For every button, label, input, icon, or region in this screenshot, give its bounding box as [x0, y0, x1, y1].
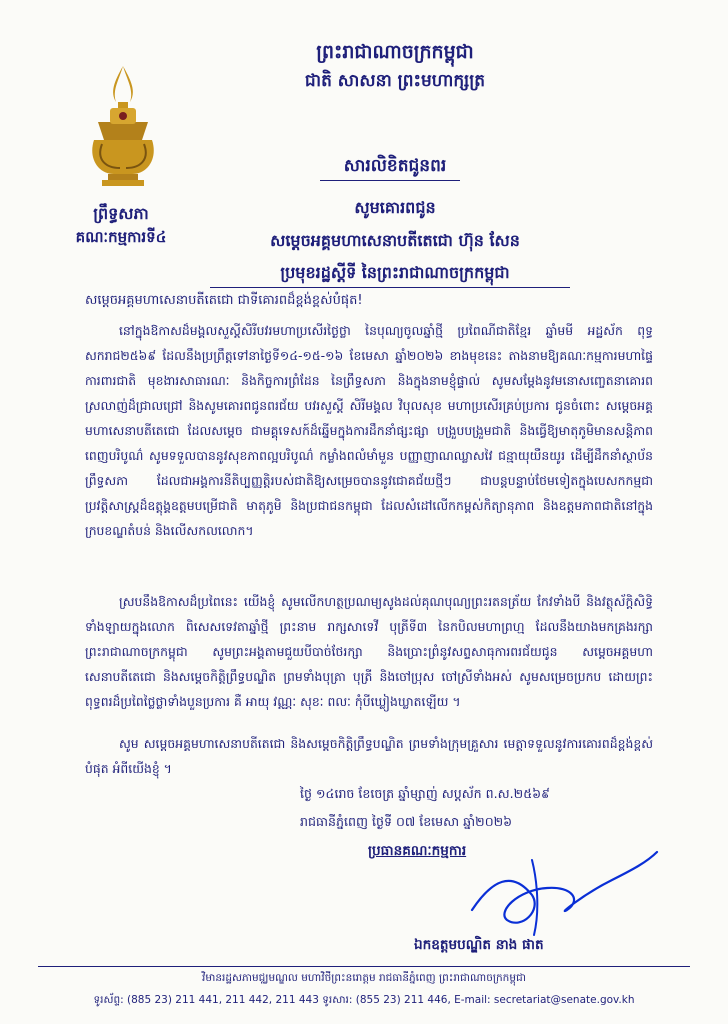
solar-date: រាជធានីភ្នំពេញ ថ្ងៃទី ០៧ ខែមេសា ឆ្នាំ២០២៦	[300, 814, 513, 829]
recipient-name: សម្តេចអគ្គមហាសេនាបតីតេជោ ហ៊ុន សែន	[270, 231, 520, 250]
body-paragraph-3: សូម សម្តេចអគ្គមហាសេនាបតីតេជោ និងសម្តេចកិត្តិព្រឹទ្ធបណ្ឌិត ព្រមទាំងក្រុមគ្រួសារ មេត្តាទទួលនូវការគោរពដ៏ខ្ពង់ខ្ពស់បំផុត អំពីយើងខ្ញុំ ។	[85, 736, 653, 776]
kingdom-heading: ព្រះរាជាណាចក្រកម្ពុជា	[316, 41, 474, 63]
salutation: សម្តេចអគ្គមហាសេនាបតីតេជោ ជាទីគោរពដ៏ខ្ពង់ខ្ពស់បំផុត!	[85, 293, 363, 308]
footer-contact: ទូរស័ព្ទ: (885 23) 211 441, 211 442, 211 443 ទូរសារ: (855 23) 211 446, E-mail: secretariat@senate.gov.kh	[93, 994, 635, 1006]
signer-name: ឯកឧត្តមបណ្ឌិត នាង ផាត	[414, 937, 544, 953]
footer-address: វិមានរដ្ឋសភាមជ្ឈមណ្ឌល មហាវិថីព្រះនរោត្តម រាជធានីភ្នំពេញ ព្រះរាជាណាចក្រកម្ពុជា	[202, 972, 526, 984]
recipient-position: ប្រមុខរដ្ឋស្តីទី នៃព្រះរាជាណាចក្រកម្ពុជា	[280, 263, 510, 282]
recipient-greeting: សូមគោរពជូន	[354, 198, 436, 217]
org-name: ព្រឹទ្ធសភា	[93, 204, 149, 223]
body-paragraph-2: ស្របនឹងឱកាសដ៏ប្រពៃនេះ យើងខ្ញុំ សូមលើកហត្ថប្រណម្យសូងដល់គុណបុណ្យព្រះរតនត្រ័យ កែវទាំងបី និងវត្ថុស័ក្តិសិទ្ធិទាំងឡាយក្នុងលោក ពិសេសទេវតាឆ្នាំថ្មី ព្រះនាម រាក្សសាទេវី បុត្រីទី៣ នៃកបិលមហាព្រហ្ម ដែលនឹងយាងមកគ្រងរក្សាព្រះរាជាណាចក្រកម្ពុជា សូមព្រះអង្គតាមជួយបីបាច់ថែរក្សា និងប្រោះព្រំនូវសព្ទសាធុការពរជ័យជូន សម្តេចអគ្គមហាសេនាបតីតេជោ និងសម្តេចកិត្តិព្រឹទ្ធបណ្ឌិត ព្រមទាំងបុត្រា បុត្រី និងចៅប្រុស ចៅស្រីទាំងអស់ សូមសម្រេចប្រកប ដោយព្រះពុទ្ធពរដ៏ប្រពៃថ្លៃថ្លាទាំងបួនប្រការ គឺ អាយុ វណ្ណៈ សុខៈ ពលៈ កុំបីឃ្លៀងឃ្លាតឡើយ ។	[85, 594, 653, 709]
letter-type-underline	[320, 180, 460, 181]
body-paragraph-1: នៅក្នុងឱកាសដ៏មង្គលសួស្តីសិរីបវរមហាប្រសើរថ្ងៃថ្លា នៃបុណ្យចូលឆ្នាំថ្មី ប្រពៃណីជាតិខ្មែរ ឆ្នាំមមី អដ្ឋស័ក ពុទ្ធសករាជ២៥៦៩ ដែលនឹងប្រព្រឹត្តទៅនាថ្ងៃទី១៤-១៥-១៦ ខែមេសា ឆ្នាំ២០២៦ ខាងមុខនេះ តាងនាមឱ្យគណៈកម្មការមហាផ្ទៃ ការពារជាតិ មុខងារសាធារណៈ និងកិច្ចការព្រំដែន នៃព្រឹទ្ធសភា និងក្នុងនាមខ្ញុំផ្ទាល់ សូមសម្តែងនូវមនោសញ្ចេតនាគោរពស្រលាញ់ដ៏ជ្រាលជ្រៅ និងសូមគោរពជូនពរជ័យ បវរសួស្តី សិរីមង្គល វិបុលសុខ មហាប្រសើរគ្រប់ប្រការ ជូនចំពោះ សម្តេចអគ្គមហាសេនាបតីតេជោ ដែលសម្តេច ជាមគ្គុទេសក៍ដ៏ឆ្នើមក្នុងការដឹកនាំផ្សះផ្សា បង្រួបបង្រួមជាតិ និងធ្វើឱ្យមាតុភូមិមានសន្តិភាពពេញបរិបូណ៌ សូមទទួលបាននូវសុខភាពល្អបរិបូណ៌ កម្លាំងពលំមាំមួន បញ្ញាញាណឈ្លាសវៃ ជន្មាយុយឺនយូរ ដើម្បីដឹកនាំស្ថាប័នព្រឹទ្ធសភា ដែលជាអង្គការនីតិប្បញ្ញត្តិរបស់ជាតិឱ្យសម្រេចបាននូវជោគជ័យថ្មីៗ ជាបន្តបន្ទាប់ថែមទៀតក្នុងបេសកកម្មជាប្រវត្តិសាស្ត្រដ៏ឧត្តុង្គឧត្តមបម្រើជាតិ មាតុភូមិ និងប្រជាជនកម្ពុជា ដែលសំដៅលើកកម្ពស់កិត្យានុភាព និងឧត្តមភាពជាតិនៅក្នុងក្របខណ្ឌតំបន់ និងលើសកលលោក។	[85, 323, 653, 538]
national-motto: ជាតិ សាសនា ព្រះមហាក្សត្រ	[304, 71, 486, 91]
handwritten-signature-icon	[462, 840, 662, 938]
signer-title: ប្រធានគណៈកម្មការ	[368, 843, 467, 859]
footer-divider	[38, 966, 690, 967]
letter-type-title: សារលិខិតជូនពរ	[343, 156, 447, 176]
lunar-date: ថ្ងៃ ១៤រោច ខែចេត្រ ឆ្នាំម្សាញ់ សប្តស័ក ព.ស.២៥៦៩	[300, 786, 550, 801]
recipient-underline	[210, 287, 570, 288]
commission-name: គណៈកម្មការទី៤	[75, 228, 167, 246]
